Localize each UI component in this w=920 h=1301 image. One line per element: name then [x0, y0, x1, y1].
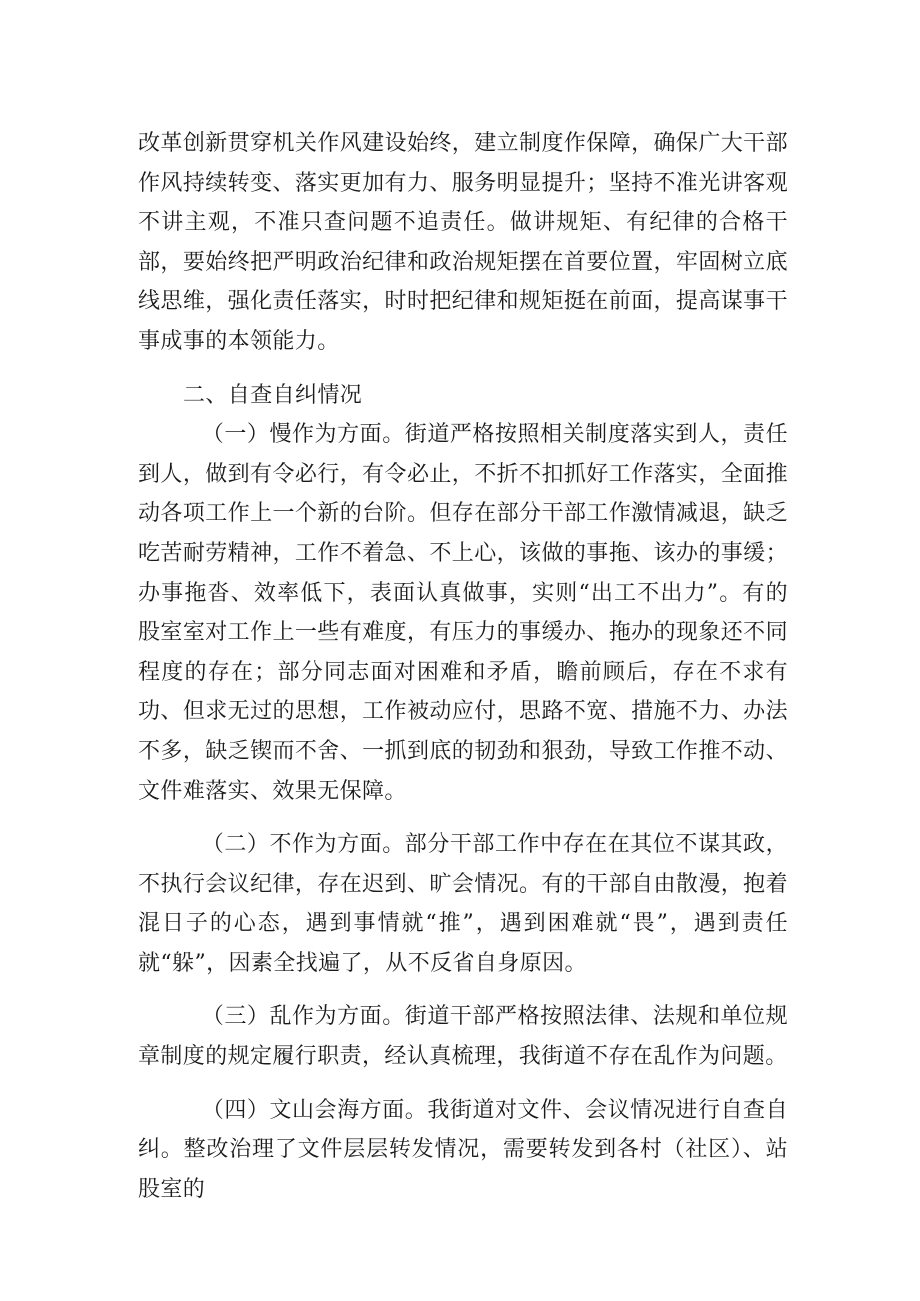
paragraph-inaction: （二）不作为方面。部分干部工作中存在在其位不谋其政，不执行会议纪律，存在迟到、旷会情况。有的干部自由散漫，抱着混日子的心态，遇到事情就“推”，遇到困难就“畏”，遇到责任就“躲”，因素全找遍了，从不反省自身原因。	[138, 832, 788, 976]
paragraph-disorderly-action: （三）乱作为方面。街道干部严格按照法律、法规和单位规章制度的规定履行职责，经认真梳理，我街道不存在乱作为问题。	[138, 1004, 788, 1070]
paragraph-intro-continued: 改革创新贯穿机关作风建设始终，建立制度作保障，确保广大干部作风持续转变、落实更加有力、服务明显提升；坚持不准光讲客观不讲主观，不准只查问题不追责任。做讲规矩、有纪律的合格干部，要始终把严明政治纪律和政治规矩摆在首要位置，牢固树立底线思维，强化责任落实，时时把纪律和规矩挺在前面，提高谋事干事成事的本领能力。	[138, 131, 788, 354]
paragraph-slow-action: （一）慢作为方面。街道严格按照相关制度落实到人，责任到人，做到有令必行，有令必止，不折不扣抓好工作落实，全面推动各项工作上一个新的台阶。但存在部分干部工作激情减退，缺乏吃苦耐劳精神，工作不着急、不上心，该做的事拖、该办的事缓；办事拖沓、效率低下，表面认真做事，实则“出工不出力”。有的股室室对工作上一些有难度，有压力的事缓办、拖办的现象还不同程度的存在；部分同志面对困难和矛盾，瞻前顾后，存在不求有功、但求无过的思想，工作被动应付，思路不宽、措施不力、办法不多，缺乏锲而不舍、一抓到底的韧劲和狠劲，导致工作推不动、文件难落实、效果无保障。	[138, 422, 788, 804]
document-body	[138, 124, 788, 1209]
paragraph-meetings-documents: （四）文山会海方面。我街道对文件、会议情况进行自查自纠。整改治理了文件层层转发情况，需要转发到各村（社区）、站股室的	[138, 1097, 788, 1202]
section-heading-self-inspection: 二、自查自纠情况	[183, 382, 363, 408]
